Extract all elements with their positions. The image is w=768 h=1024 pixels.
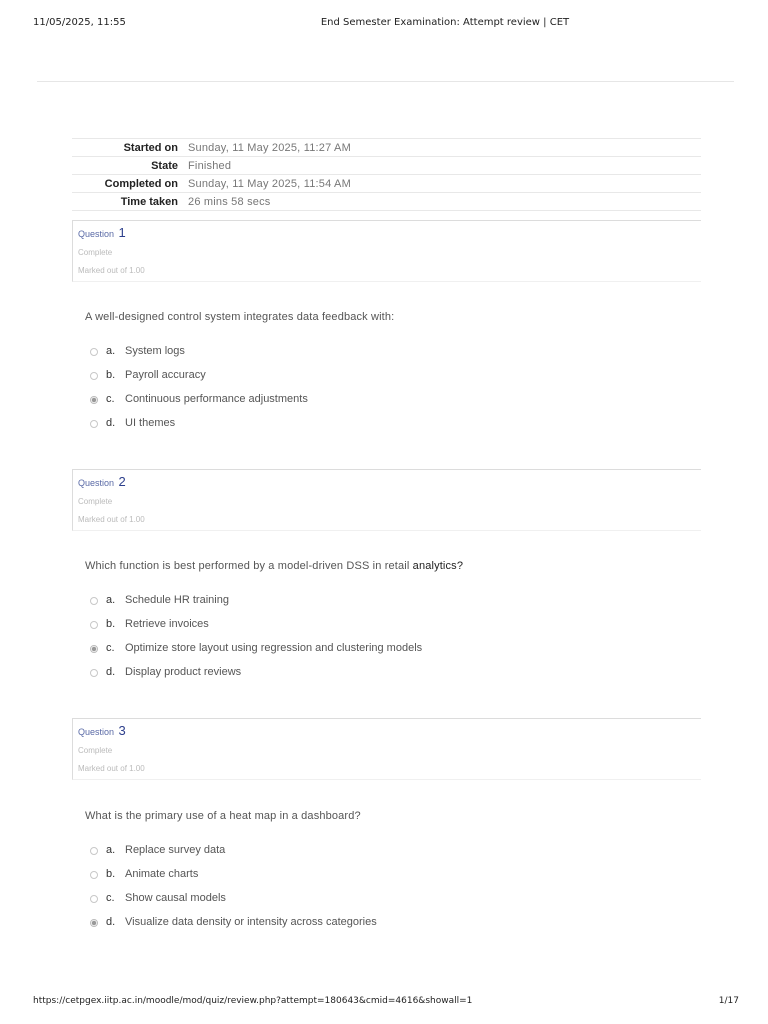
attempt-summary-table xyxy=(72,138,701,211)
question-state: Complete xyxy=(78,248,113,257)
summary-label: Started on xyxy=(72,139,188,157)
question-mark: Marked out of 1.00 xyxy=(78,266,145,275)
radio-button[interactable] xyxy=(90,847,98,855)
page-number: 1/17 xyxy=(718,996,739,1006)
option-text: Retrieve invoices xyxy=(125,618,209,630)
option-letter: d. xyxy=(106,417,116,429)
question-text-main: What is the primary use of a heat map in a dashboard? xyxy=(85,810,361,822)
option-letter: c. xyxy=(106,642,115,654)
summary-label: State xyxy=(72,157,188,175)
option-letter: d. xyxy=(106,666,116,678)
option-text: Show causal models xyxy=(125,892,226,904)
summary-label: Completed on xyxy=(72,175,188,193)
option-letter: c. xyxy=(106,393,115,405)
option-text: Visualize data density or intensity across categories xyxy=(125,916,377,928)
radio-button-checked[interactable] xyxy=(90,396,98,404)
option-letter: a. xyxy=(106,594,116,606)
question-text xyxy=(85,560,463,572)
radio-button[interactable] xyxy=(90,420,98,428)
option-text: System logs xyxy=(125,345,185,357)
radio-button[interactable] xyxy=(90,372,98,380)
option-text: UI themes xyxy=(125,417,176,429)
option-text: Animate charts xyxy=(125,868,199,880)
print-url: https://cetpgex.iitp.ac.in/moodle/mod/quiz/review.php?attempt=180643&cmid=4616&showall=1 xyxy=(33,996,473,1006)
question-number xyxy=(78,225,126,240)
option-letter: b. xyxy=(106,618,116,630)
option-letter: b. xyxy=(106,868,116,880)
option-text: Schedule HR training xyxy=(125,594,229,606)
question-label: Question xyxy=(78,727,115,737)
question-text xyxy=(85,810,361,822)
question-info-box xyxy=(72,220,701,282)
print-page-title: End Semester Examination: Attempt review | CET xyxy=(320,17,570,28)
question-number-value: 2 xyxy=(118,474,126,489)
option-text: Display product reviews xyxy=(125,666,242,678)
radio-button[interactable] xyxy=(90,669,98,677)
summary-value: Sunday, 11 May 2025, 11:27 AM xyxy=(188,139,701,157)
summary-value: Finished xyxy=(188,157,701,175)
question-text xyxy=(85,311,394,323)
question-text-main: A well-designed control system integrates data feedback with: xyxy=(85,311,395,323)
print-footer xyxy=(0,996,768,1010)
question-text-main: Which function is best performed by a model-driven DSS in retail xyxy=(85,560,413,572)
option-text: Replace survey data xyxy=(125,844,226,856)
radio-button[interactable] xyxy=(90,871,98,879)
radio-button-checked[interactable] xyxy=(90,645,98,653)
summary-row xyxy=(72,175,701,193)
question-state: Complete xyxy=(78,746,113,755)
question-info-box xyxy=(72,469,701,531)
radio-button[interactable] xyxy=(90,348,98,356)
question-mark: Marked out of 1.00 xyxy=(78,515,145,524)
header-divider xyxy=(37,81,734,82)
question-text-tail: analytics? xyxy=(412,560,464,572)
question-mark: Marked out of 1.00 xyxy=(78,764,145,773)
question-number-value: 1 xyxy=(118,225,126,240)
question-state: Complete xyxy=(78,497,113,506)
summary-value: 26 mins 58 secs xyxy=(188,193,701,211)
option-letter: d. xyxy=(106,916,116,928)
radio-button[interactable] xyxy=(90,895,98,903)
option-letter: a. xyxy=(106,345,116,357)
print-datetime: 11/05/2025, 11:55 xyxy=(33,17,126,28)
option-letter: c. xyxy=(106,892,115,904)
radio-button[interactable] xyxy=(90,597,98,605)
question-number xyxy=(78,723,126,738)
print-header xyxy=(0,17,768,31)
option-letter: a. xyxy=(106,844,116,856)
summary-label: Time taken xyxy=(72,193,188,211)
option-text: Optimize store layout using regression and clustering models xyxy=(125,642,423,654)
summary-row xyxy=(72,139,701,157)
summary-value: Sunday, 11 May 2025, 11:54 AM xyxy=(188,175,701,193)
summary-row xyxy=(72,193,701,211)
question-number xyxy=(78,474,126,489)
option-text: Continuous performance adjustments xyxy=(125,393,308,405)
question-label: Question xyxy=(78,478,115,488)
question-number-value: 3 xyxy=(118,723,126,738)
option-letter: b. xyxy=(106,369,116,381)
radio-button-checked[interactable] xyxy=(90,919,98,927)
summary-row xyxy=(72,157,701,175)
question-label: Question xyxy=(78,229,115,239)
question-info-box xyxy=(72,718,701,780)
radio-button[interactable] xyxy=(90,621,98,629)
option-text: Payroll accuracy xyxy=(125,369,206,381)
